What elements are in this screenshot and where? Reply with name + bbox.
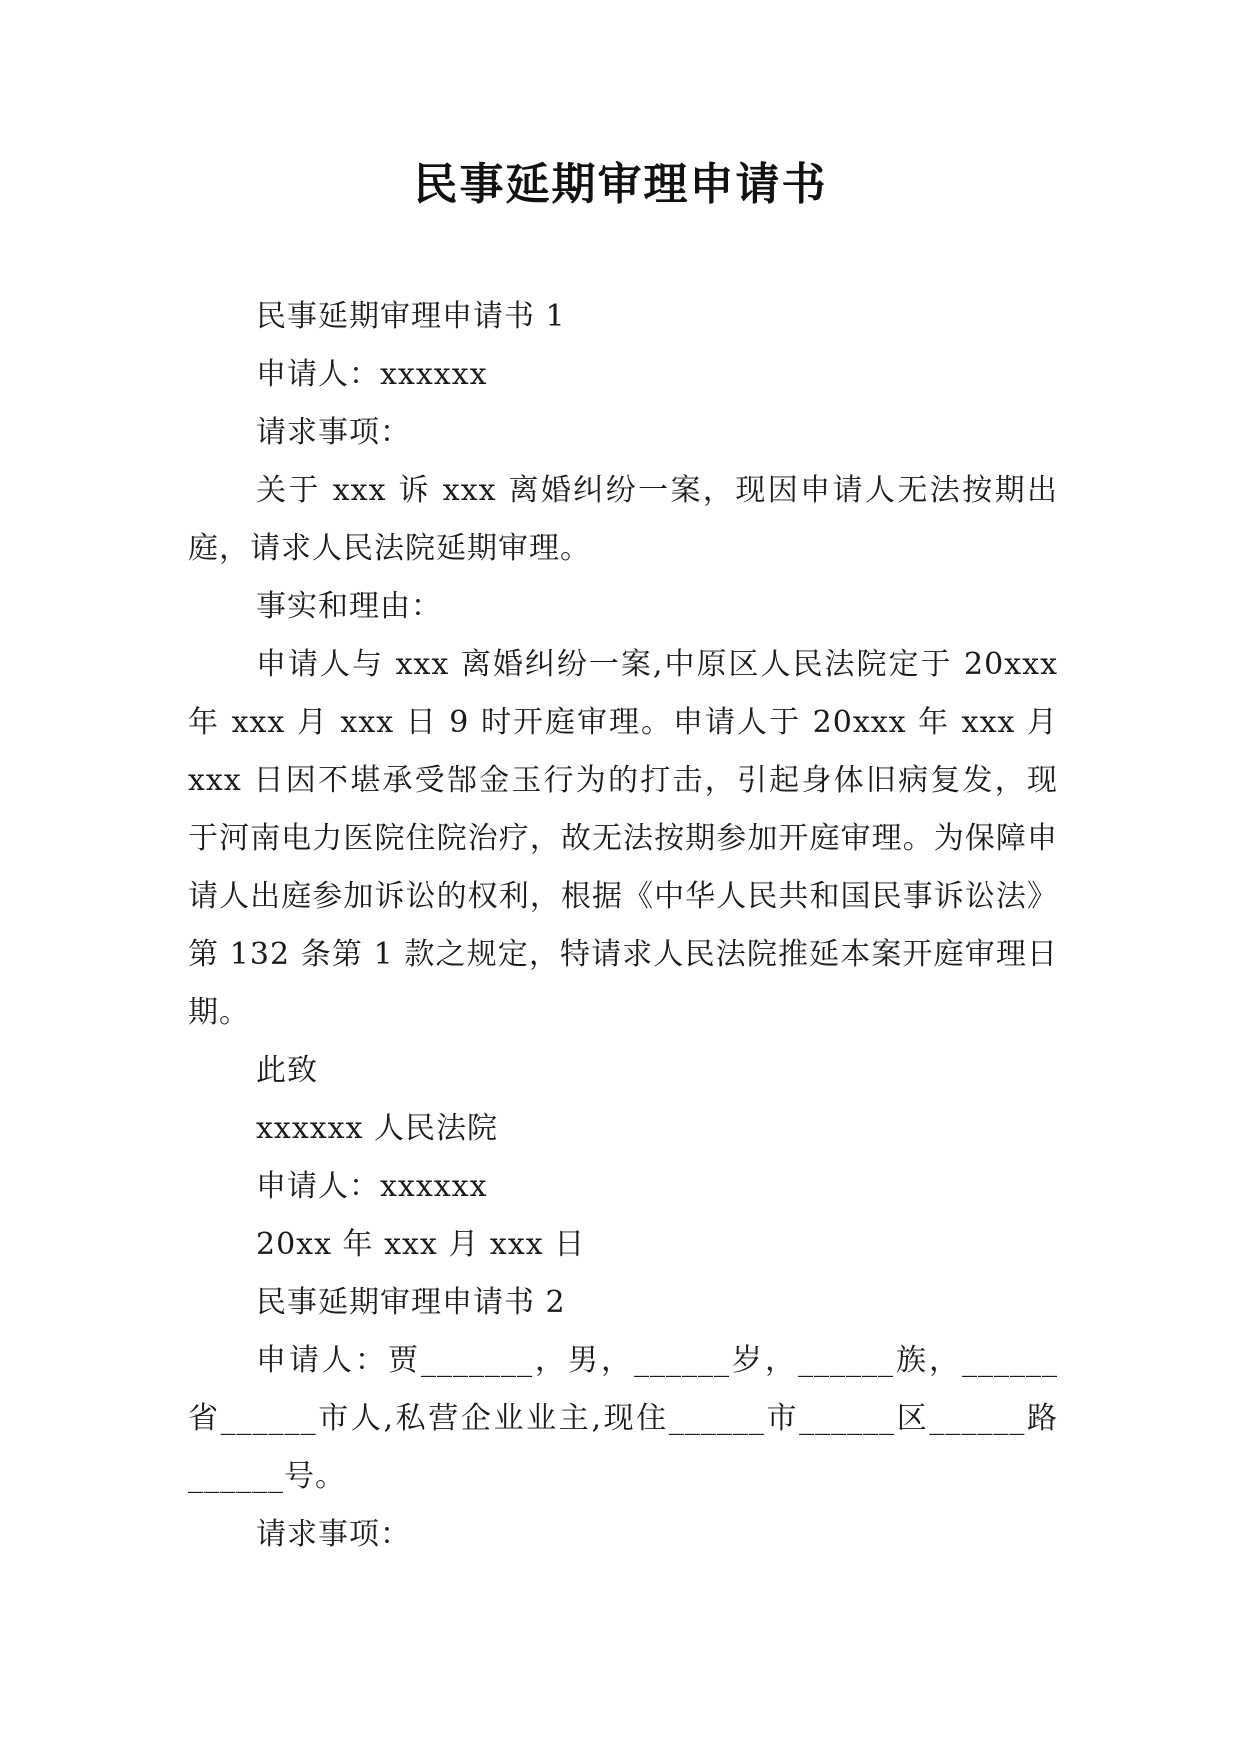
section-heading-1: 民事延期审理申请书 1 — [256, 299, 566, 334]
document-body — [188, 288, 1058, 1564]
request-heading-2: 请求事项： — [256, 1517, 411, 1552]
facts-paragraph: 申请人与 xxx 离婚纠纷一案,中原区人民法院定于 20xxx 年 xxx 月 xxx 日 9 时开庭审理。申请人于 20xxx 年 xxx 月 xxx 日因不堪承受郜金玉行为的打击，引起身体旧病复发，现于河南电力医院住院治疗，故无法按期参加开庭审理。为保障申请人出庭参加诉讼的权利，根据《中华人民共和国民事诉讼法》第 132 条第 1 款之规定，特请求人民法院推延本案开庭审理日期。 — [188, 647, 1058, 1030]
section-heading-2: 民事延期审理申请书 2 — [256, 1285, 566, 1320]
request-paragraph: 关于 xxx 诉 xxx 离婚纠纷一案，现因申请人无法按期出庭，请求人民法院延期审理。 — [188, 473, 1058, 566]
applicant-line: 申请人：xxxxxx — [256, 357, 488, 392]
applicant-details: 申请人：贾_______，男，______岁，______族，______省______市人,私营企业业主,现住______市______区______路______号。 — [188, 1343, 1058, 1494]
document-title: 民事延期审理申请书 — [413, 159, 828, 210]
request-heading: 请求事项： — [256, 415, 411, 450]
court-name: xxxxxx 人民法院 — [256, 1111, 499, 1146]
signature-date: 20xx 年 xxx 月 xxx 日 — [256, 1227, 586, 1262]
salutation: 此致 — [256, 1053, 318, 1088]
signature-applicant: 申请人：xxxxxx — [256, 1169, 488, 1204]
facts-heading: 事实和理由： — [256, 589, 442, 624]
